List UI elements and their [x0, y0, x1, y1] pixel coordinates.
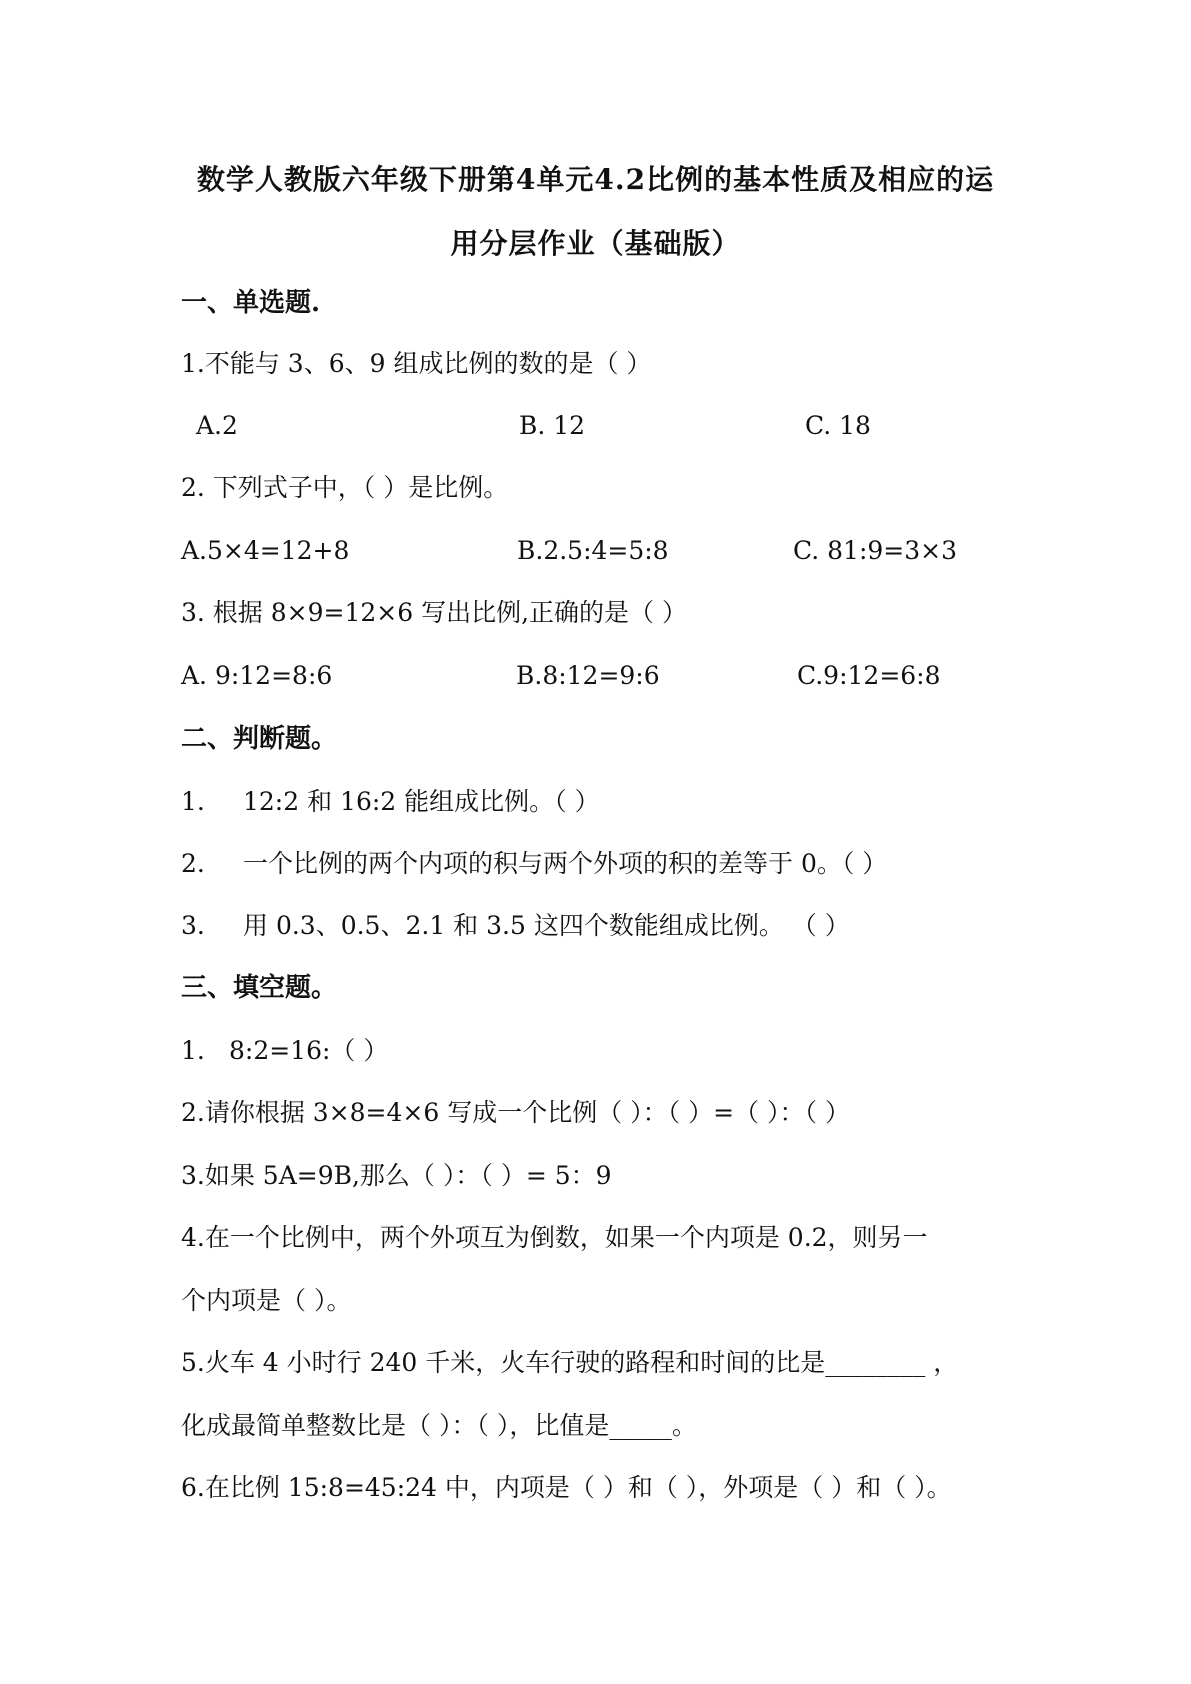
question-1-3-option-c: C.9:12=6:8 [797, 661, 941, 690]
judgment-item-2-number: 2. [181, 849, 205, 878]
section-heading-fill-blank: 三、填空题。 [181, 973, 338, 1003]
fill-question-1-number: 1. [181, 1036, 205, 1065]
judgment-item-2-text: 一个比例的两个内项的积与两个外项的积的差等于 0。（ ） [243, 849, 888, 878]
section-heading-single-choice: 一、单选题. [181, 288, 321, 318]
judgment-item-1-number: 1. [181, 787, 205, 816]
question-1-1: 1.不能与 3、6、9 组成比例的数的是（ ） [181, 349, 652, 378]
section-heading-true-false: 二、判断题。 [181, 724, 338, 754]
fill-question-2: 2.请你根据 3×8=4×6 写成一个比例（ ）：（ ）=（ ）：（ ） [181, 1098, 850, 1127]
question-1-3: 3. 根据 8×9=12×6 写出比例,正确的是（ ） [181, 598, 687, 627]
question-1-2-option-c: C. 81:9=3×3 [793, 536, 957, 565]
fill-question-6: 6.在比例 15:8=45:24 中，内项是（ ）和（ ），外项是（ ）和（ ）。 [181, 1473, 952, 1502]
fill-question-1 [181, 1035, 388, 1067]
question-1-3-option-a: A. 9:12=8:6 [181, 661, 333, 690]
question-1-1-option-c: C. 18 [805, 411, 871, 440]
question-1-2: 2. 下列式子中，（ ）是比例。 [181, 473, 509, 502]
fill-question-4-line-1: 4.在一个比例中，两个外项互为倒数，如果一个内项是 0.2，则另一 [181, 1223, 928, 1252]
question-1-2-option-a: A.5×4=12+8 [181, 536, 350, 565]
judgment-item-3 [181, 910, 850, 942]
judgment-item-3-text: 用 0.3、0.5、2.1 和 3.5 这四个数能组成比例。 （ ） [243, 911, 850, 940]
judgment-item-3-number: 3. [181, 911, 205, 940]
fill-question-5-line-2: 化成最简单整数比是（ ）：（ ），比值是_____。 [181, 1411, 697, 1440]
question-1-2-option-b: B.2.5:4=5:8 [517, 536, 669, 565]
question-1-1-option-a: A.2 [196, 411, 238, 440]
judgment-item-1-text: 12:2 和 16:2 能组成比例。（ ） [243, 787, 600, 816]
fill-question-1-text: 8:2=16:（ ） [229, 1036, 389, 1065]
title-line-2: 用分层作业（基础版） [450, 227, 741, 260]
fill-question-3: 3.如果 5A=9B,那么（ ）：（ ）= 5：9 [181, 1161, 612, 1190]
question-1-1-option-b: B. 12 [519, 411, 586, 440]
fill-question-5-line-1: 5.火车 4 小时行 240 千米，火车行驶的路程和时间的比是________ ， [181, 1348, 959, 1377]
judgment-item-2 [181, 848, 887, 880]
judgment-item-1 [181, 786, 600, 818]
question-1-3-option-b: B.8:12=9:6 [516, 661, 660, 690]
fill-question-4-line-2: 个内项是（ ）。 [181, 1286, 352, 1315]
title-line-1: 数学人教版六年级下册第4单元4.2比例的基本性质及相应的运 [196, 163, 995, 196]
